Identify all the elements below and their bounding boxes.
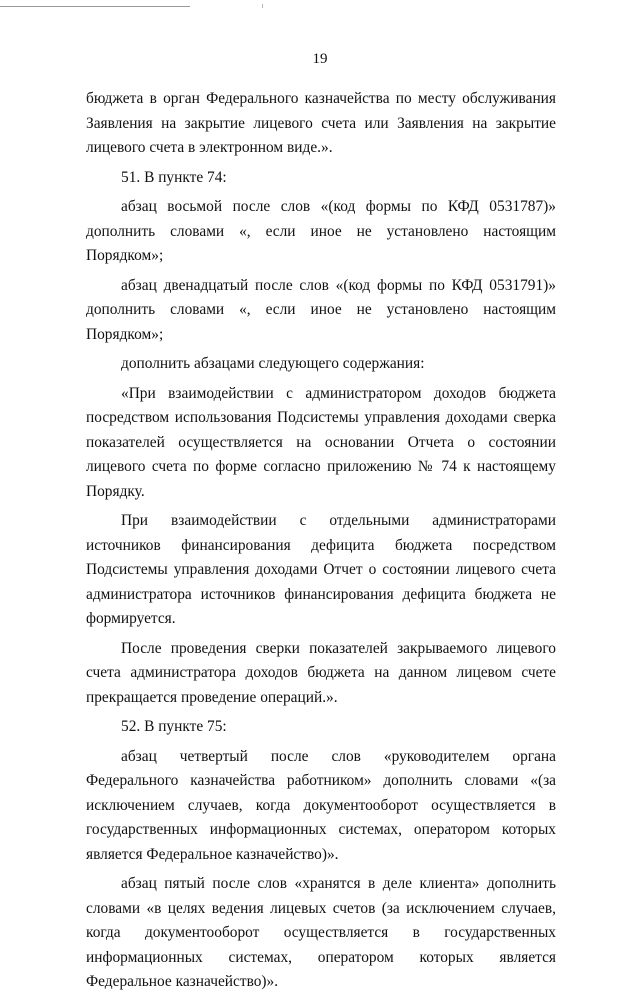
scan-edge-line	[0, 6, 190, 7]
paragraph-item-52: 52. В пункте 75:	[121, 718, 227, 735]
paragraph-continuation: бюджета в орган Федерального казначейства по месту обслуживания Заявления на закрытие лицевого счета или Заявления на закрытие лицевого счета в электронном виде.».	[86, 90, 556, 156]
paragraph-amendment: абзац пятый после слов «хранятся в деле клиента» дополнить словами «в целях ведения лицевых счетов (за исключением случаев, когда документооборот осуществляется в государственных информационных системах, оператором которых является Федеральное казначейство)».	[86, 875, 556, 990]
paragraph-amendment: абзац двенадцатый после слов «(код формы по КФД 0531791)» дополнить словами «, если иное не установлено настоящим Порядком»;	[86, 276, 556, 343]
paragraph-quoted-text: «При взаимодействии с администратором доходов бюджета посредством использования Подсистемы управления доходами сверка показателей осуществляется на основании Отчета о состоянии лицевого счета по форме согласно приложению № 74 к настоящему Порядку.	[86, 384, 556, 500]
paragraph-amendment: абзац четвертый после слов «руководителем органа Федерального казначейства работником» дополнить словами «(за исключением случаев, когда документооборот осуществляется в государственных информационных системах, оператором которых является Федеральное казначейство)».	[86, 747, 556, 863]
scan-edge-mark	[262, 4, 263, 8]
paragraph-quoted-text: При взаимодействии с отдельными администраторами источников финансирования дефицита бюджета посредством Подсистемы управления доходами Отчет о состоянии лицевого счета администратора источников финансирования дефицита бюджета не формируется.	[86, 512, 556, 627]
paragraph-amendment: абзац восьмой после слов «(код формы по КФД 0531787)» дополнить словами «, если иное не установлено настоящим Порядком»;	[86, 198, 556, 264]
paragraph-quoted-text: После проведения сверки показателей закрываемого лицевого счета администратора доходов бюджета на данном лицевом счете прекращается проведение операций.».	[86, 639, 556, 706]
page-number: 19	[312, 51, 328, 67]
paragraph-amendment: дополнить абзацами следующего содержания:	[121, 355, 425, 372]
paragraph-item-51: 51. В пункте 74:	[121, 168, 227, 186]
document-body	[86, 87, 556, 995]
